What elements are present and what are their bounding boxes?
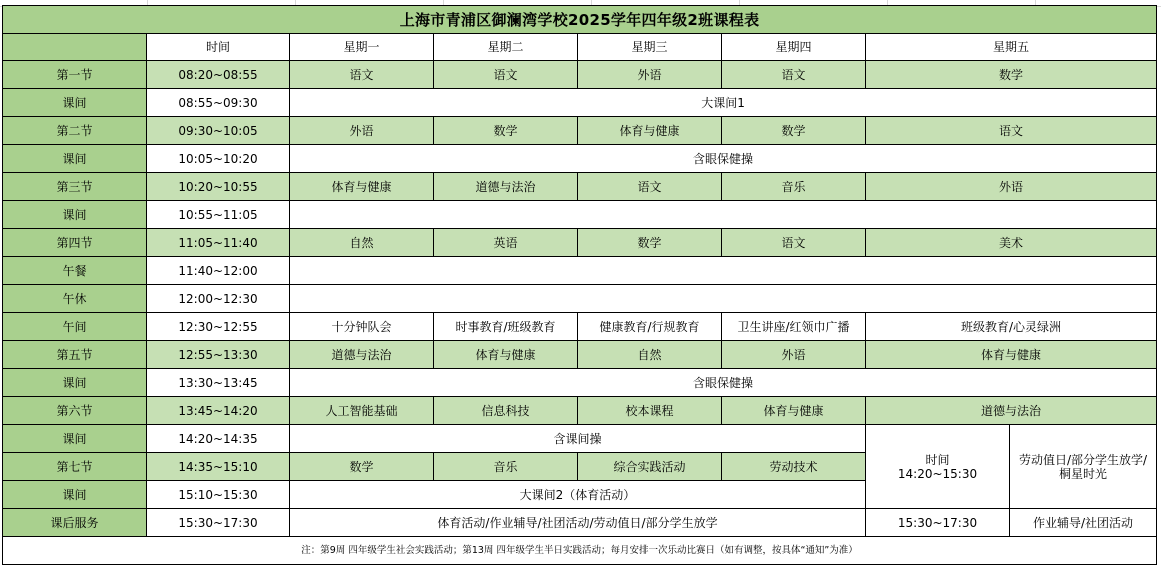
break-activity: 含课间操	[290, 425, 866, 453]
row-label: 第六节	[3, 397, 147, 425]
row-time: 10:55~11:05	[147, 201, 290, 229]
row-time: 12:55~13:30	[147, 341, 290, 369]
cell-tue: 数学	[434, 117, 578, 145]
row-time: 15:10~15:30	[147, 481, 290, 509]
cell-mon: 体育与健康	[290, 173, 434, 201]
break-activity	[290, 285, 1157, 313]
row-label: 第七节	[3, 453, 147, 481]
table-row	[3, 509, 1157, 537]
row-time: 10:05~10:20	[147, 145, 290, 173]
cell-tue: 体育与健康	[434, 341, 578, 369]
table-row	[3, 285, 1157, 313]
table-row	[3, 229, 1157, 257]
cell-wed: 数学	[578, 229, 722, 257]
cell-wed: 自然	[578, 341, 722, 369]
schedule-table	[2, 5, 1157, 565]
table-row	[3, 117, 1157, 145]
cell-fri: 体育与健康	[866, 341, 1157, 369]
header-row	[3, 34, 1157, 61]
cell-wed: 校本课程	[578, 397, 722, 425]
page-title: 上海市青浦区御澜湾学校2025学年四年级2班课程表	[3, 6, 1157, 34]
after-school-activity: 体育活动/作业辅导/社团活动/劳动值日/部分学生放学	[290, 509, 866, 537]
cell-mon: 人工智能基础	[290, 397, 434, 425]
table-row	[3, 425, 1157, 453]
cell-tue: 信息科技	[434, 397, 578, 425]
cell-wed: 语文	[578, 173, 722, 201]
cell-fri: 道德与法治	[866, 397, 1157, 425]
break-activity	[290, 257, 1157, 285]
cell-thu: 语文	[722, 61, 866, 89]
row-label: 课间	[3, 425, 147, 453]
header-day-wed: 星期三	[578, 34, 722, 61]
cell-tue: 道德与法治	[434, 173, 578, 201]
cell-thu: 语文	[722, 229, 866, 257]
row-label: 第三节	[3, 173, 147, 201]
row-label: 第二节	[3, 117, 147, 145]
table-row	[3, 369, 1157, 397]
cell-thu: 卫生讲座/红领巾广播	[722, 313, 866, 341]
row-label: 午间	[3, 313, 147, 341]
cell-mon: 外语	[290, 117, 434, 145]
cell-fri: 数学	[866, 61, 1157, 89]
header-day-tue: 星期二	[434, 34, 578, 61]
cell-thu: 外语	[722, 341, 866, 369]
cell-wed: 综合实践活动	[578, 453, 722, 481]
row-time: 08:55~09:30	[147, 89, 290, 117]
break-activity: 大课间2（体育活动）	[290, 481, 866, 509]
row-time: 14:35~15:10	[147, 453, 290, 481]
friday-pm-time-range: 14:20~15:30	[897, 466, 978, 481]
table-row	[3, 201, 1157, 229]
row-time: 13:30~13:45	[147, 369, 290, 397]
row-label: 第一节	[3, 61, 147, 89]
friday-pm-time	[866, 425, 1010, 509]
cell-tue: 时事教育/班级教育	[434, 313, 578, 341]
cell-mon: 语文	[290, 61, 434, 89]
row-label: 课间	[3, 145, 147, 173]
cell-tue: 音乐	[434, 453, 578, 481]
row-time: 15:30~17:30	[147, 509, 290, 537]
row-time: 14:20~14:35	[147, 425, 290, 453]
break-activity: 含眼保健操	[290, 369, 1157, 397]
friday-pm-time-label: 时间	[925, 452, 950, 467]
row-label: 第五节	[3, 341, 147, 369]
table-row	[3, 61, 1157, 89]
table-row	[3, 341, 1157, 369]
table-row	[3, 397, 1157, 425]
cell-wed: 健康教育/行规教育	[578, 313, 722, 341]
break-activity: 含眼保健操	[290, 145, 1157, 173]
cell-fri: 美术	[866, 229, 1157, 257]
cell-wed: 外语	[578, 61, 722, 89]
cell-mon: 十分钟队会	[290, 313, 434, 341]
friday-pm-activity: 劳动值日/部分学生放学/桐星时光	[1010, 425, 1157, 509]
table-row	[3, 257, 1157, 285]
break-activity	[290, 201, 1157, 229]
break-activity: 大课间1	[290, 89, 1157, 117]
header-day-fri: 星期五	[866, 34, 1157, 61]
row-label: 午餐	[3, 257, 147, 285]
friday-after-activity: 作业辅导/社团活动	[1010, 509, 1157, 537]
friday-after-time: 15:30~17:30	[866, 509, 1010, 537]
row-label: 课间	[3, 89, 147, 117]
cell-thu: 体育与健康	[722, 397, 866, 425]
row-label: 第四节	[3, 229, 147, 257]
table-row	[3, 313, 1157, 341]
table-row	[3, 173, 1157, 201]
cell-mon: 数学	[290, 453, 434, 481]
cell-wed: 体育与健康	[578, 117, 722, 145]
row-label: 课间	[3, 369, 147, 397]
header-day-mon: 星期一	[290, 34, 434, 61]
cell-tue: 英语	[434, 229, 578, 257]
table-row	[3, 89, 1157, 117]
header-time: 时间	[147, 34, 290, 61]
row-time: 13:45~14:20	[147, 397, 290, 425]
table-row	[3, 145, 1157, 173]
cell-fri: 班级教育/心灵绿洲	[866, 313, 1157, 341]
cell-mon: 自然	[290, 229, 434, 257]
header-day-thu: 星期四	[722, 34, 866, 61]
row-time: 11:05~11:40	[147, 229, 290, 257]
cell-fri: 语文	[866, 117, 1157, 145]
footnote: 注：第9周 四年级学生社会实践活动；第13周 四年级学生半日实践活动；每月安排一次乐动比赛日（如有调整，按具体“通知”为准）	[3, 537, 1157, 565]
row-label: 课间	[3, 481, 147, 509]
row-time: 08:20~08:55	[147, 61, 290, 89]
cell-thu: 音乐	[722, 173, 866, 201]
row-label: 课后服务	[3, 509, 147, 537]
cell-thu: 数学	[722, 117, 866, 145]
cell-tue: 语文	[434, 61, 578, 89]
row-label: 午休	[3, 285, 147, 313]
cell-mon: 道德与法治	[290, 341, 434, 369]
row-label: 课间	[3, 201, 147, 229]
cell-thu: 劳动技术	[722, 453, 866, 481]
header-corner	[3, 34, 147, 61]
row-time: 10:20~10:55	[147, 173, 290, 201]
row-time: 12:30~12:55	[147, 313, 290, 341]
row-time: 11:40~12:00	[147, 257, 290, 285]
cell-fri: 外语	[866, 173, 1157, 201]
row-time: 09:30~10:05	[147, 117, 290, 145]
row-time: 12:00~12:30	[147, 285, 290, 313]
